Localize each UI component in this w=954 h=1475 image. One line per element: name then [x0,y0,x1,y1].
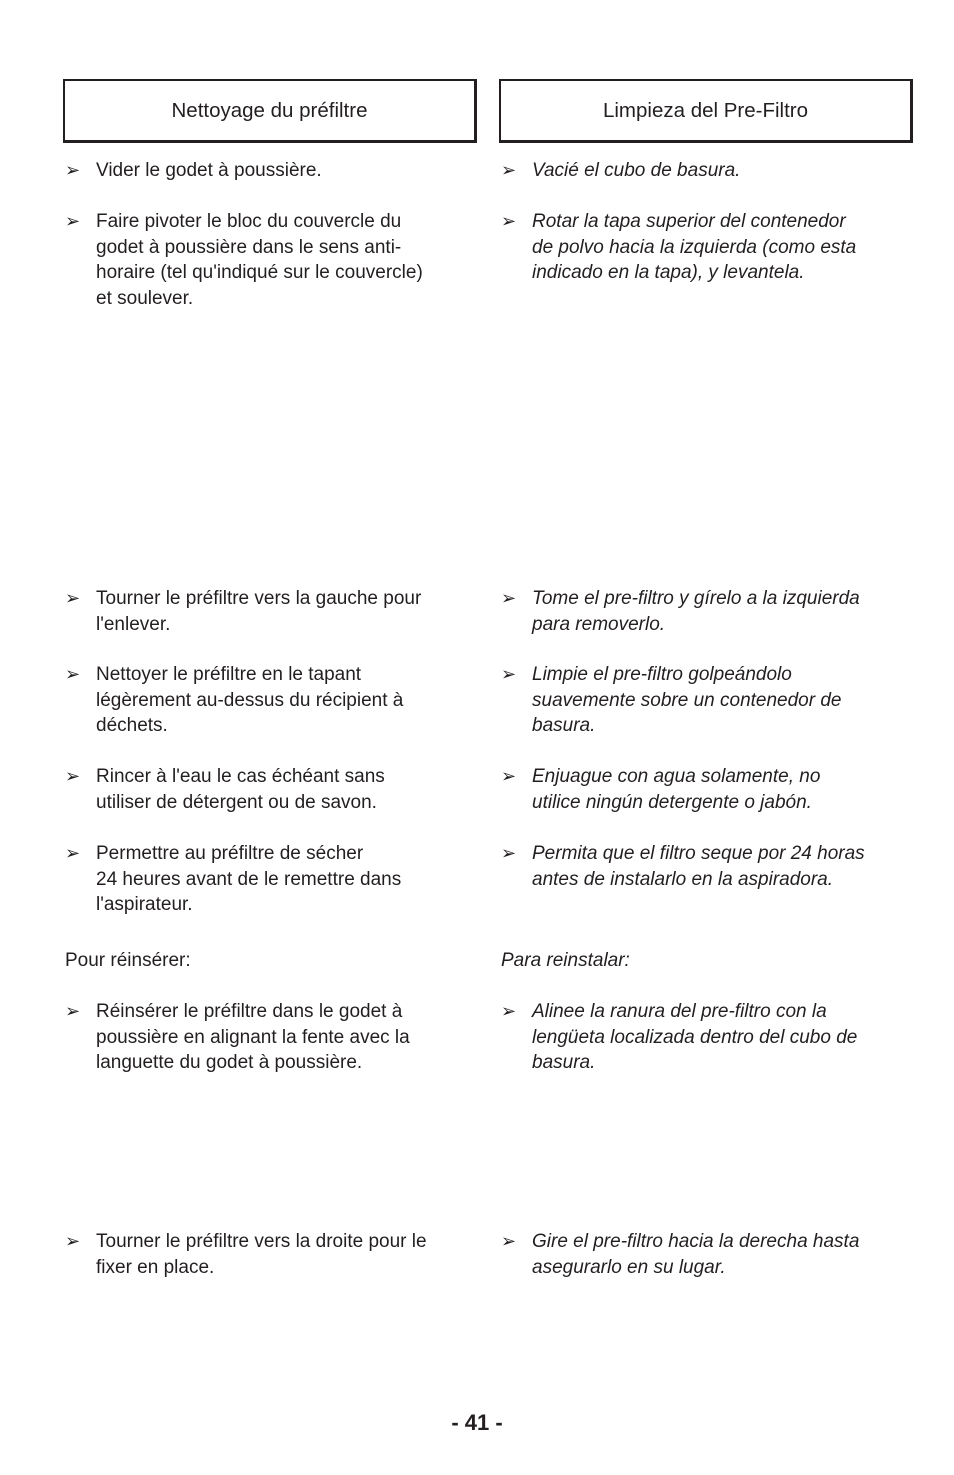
list-item: ➢ Vider le godet à poussière. [65,158,477,184]
list-item: ➢ Nettoyer le préfiltre en le tapant légèrement au-dessus du récipient à déchets. [65,662,477,739]
arrow-bullet-icon: ➢ [501,211,517,231]
arrow-bullet-icon: ➢ [65,160,81,180]
arrow-bullet-icon: ➢ [65,1231,81,1251]
list-item: ➢ Rotar la tapa superior del contenedor de polvo hacia la izquierda (como esta indicado en la tapa), y levantela. [501,209,913,286]
reinstall-label: Para reinstalar: [501,950,630,971]
list-item: ➢ Permettre au préfiltre de sécher 24 heures avant de le remettre dans l'aspirateur. [65,841,477,918]
list-item: ➢ Faire pivoter le bloc du couvercle du godet à poussière dans le sens anti- horaire (tel qu'indiqué sur le couvercle) et soulever. [65,209,477,311]
arrow-bullet-icon: ➢ [65,1001,81,1021]
arrow-bullet-icon: ➢ [65,766,81,786]
arrow-bullet-icon: ➢ [501,1231,517,1251]
list-item: ➢ Tome el pre-filtro y gírelo a la izquierda para removerlo. [501,586,913,637]
list-item: ➢ Limpie el pre-filtro golpeándolo suavemente sobre un contenedor de basura. [501,662,913,739]
arrow-bullet-icon: ➢ [501,160,517,180]
list-item: ➢ Gire el pre-filtro hacia la derecha hasta asegurarlo en su lugar. [501,1229,913,1280]
arrow-bullet-icon: ➢ [501,1001,517,1021]
list-item: ➢ Alinee la ranura del pre-filtro con la lengüeta localizada dentro del cubo de basura. [501,999,913,1076]
french-heading: Nettoyage du préfiltre [63,79,477,143]
reinstall-label: Pour réinsérer: [65,950,191,971]
list-item: ➢ Rincer à l'eau le cas échéant sans utiliser de détergent ou de savon. [65,764,477,815]
arrow-bullet-icon: ➢ [65,664,81,684]
list-item: ➢ Tourner le préfiltre vers la gauche pour l'enlever. [65,586,477,637]
page-number: - 41 - [451,1410,503,1435]
arrow-bullet-icon: ➢ [501,843,517,863]
list-item: ➢ Vacié el cubo de basura. [501,158,913,184]
list-item: ➢ Permita que el filtro seque por 24 horas antes de instalarlo en la aspiradora. [501,841,913,892]
spanish-heading: Limpieza del Pre-Filtro [499,79,913,143]
arrow-bullet-icon: ➢ [65,211,81,231]
arrow-bullet-icon: ➢ [501,766,517,786]
arrow-bullet-icon: ➢ [501,664,517,684]
arrow-bullet-icon: ➢ [65,588,81,608]
list-item: ➢ Enjuague con agua solamente, no utilice ningún detergente o jabón. [501,764,913,815]
list-item: ➢ Réinsérer le préfiltre dans le godet à poussière en alignant la fente avec la languette du godet à poussière. [65,999,477,1076]
list-item: ➢ Tourner le préfiltre vers la droite pour le fixer en place. [65,1229,477,1280]
arrow-bullet-icon: ➢ [65,843,81,863]
arrow-bullet-icon: ➢ [501,588,517,608]
